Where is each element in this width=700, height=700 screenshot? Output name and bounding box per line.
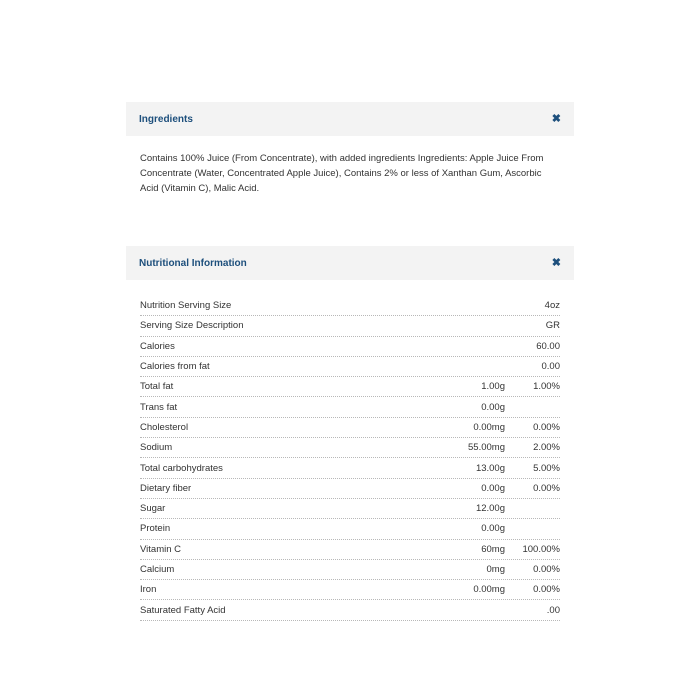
nutrient-percent: 0.00% (533, 584, 560, 596)
nutrient-label: Serving Size Description (140, 320, 244, 332)
nutrient-amount: 0.00g (481, 523, 505, 535)
nutrient-label: Saturated Fatty Acid (140, 604, 226, 616)
nutrient-label: Total carbohydrates (140, 462, 223, 474)
nutrient-percent: GR (545, 320, 560, 332)
nutrient-amount: 1.00g (481, 381, 505, 393)
nutrient-percent: 0.00% (533, 564, 560, 575)
nutrient-percent: 1.00% (533, 381, 560, 393)
table-row (140, 316, 560, 336)
nutrient-amount: 60mg (481, 543, 505, 555)
nutrient-percent: 5.00% (533, 462, 560, 474)
nutrition-table (140, 296, 560, 621)
table-row (140, 580, 560, 600)
nutrient-amount: 0.00mg (473, 584, 505, 596)
ingredients-header[interactable] (126, 102, 574, 136)
nutrient-percent: 0.00% (533, 421, 560, 433)
nutrient-label: Vitamin C (140, 543, 182, 555)
nutrient-percent: 100.00% (522, 543, 560, 555)
table-row (140, 296, 560, 316)
table-row (140, 458, 560, 478)
nutrient-amount: 0.00g (481, 482, 505, 494)
nutrient-label: Cholesterol (140, 421, 189, 433)
nutrient-percent: 4oz (544, 300, 560, 312)
table-row (140, 438, 560, 458)
ingredients-text: Contains 100% Juice (From Concentrate), with added ingredients Ingredients: Apple Juice From Concentrate (Water, Concentrated Apple Juice), Contains 2% or less of Xanthan Gum, Ascorbic Acid (Vitamin C), Malic Acid. (140, 153, 544, 194)
nutrient-label: Calories from fat (140, 361, 210, 373)
nutrient-amount: 0mg (486, 564, 505, 575)
nutrient-percent: 2.00% (533, 442, 560, 454)
nutrient-amount: 13.00g (475, 462, 505, 474)
nutrient-label: Iron (140, 584, 157, 596)
nutrient-percent: 0.00% (533, 482, 560, 494)
nutrient-percent: .00 (546, 604, 560, 616)
table-row (140, 479, 560, 499)
table-row (140, 519, 560, 539)
table-row (140, 540, 560, 560)
nutrient-label: Sugar (140, 503, 166, 515)
nutrient-percent: 0.00 (541, 361, 560, 373)
nutrient-label: Nutrition Serving Size (140, 300, 232, 312)
close-icon[interactable]: ✖ (551, 112, 561, 125)
nutrient-percent: 60.00 (536, 340, 560, 352)
nutrient-label: Trans fat (140, 401, 178, 413)
nutrient-amount: 0.00mg (473, 421, 505, 433)
nutrient-label: Protein (140, 523, 171, 535)
nutrient-label: Calcium (140, 564, 175, 575)
nutrition-title: Nutritional Information (139, 257, 247, 269)
table-row (140, 357, 560, 377)
product-details-panel (126, 102, 574, 621)
table-row (140, 600, 560, 620)
nutrient-amount: 0.00g (481, 401, 505, 413)
table-row (140, 560, 560, 580)
nutrition-header[interactable] (126, 246, 574, 280)
table-row (140, 418, 560, 438)
close-icon[interactable]: ✖ (551, 256, 561, 269)
ingredients-title: Ingredients (139, 113, 193, 125)
nutrient-label: Calories (140, 340, 175, 352)
nutrient-label: Total fat (140, 381, 174, 393)
nutrient-amount: 55.00mg (468, 442, 505, 454)
table-row (140, 499, 560, 519)
nutrient-amount: 12.00g (475, 503, 505, 515)
nutrient-label: Dietary fiber (140, 482, 192, 494)
table-row (140, 337, 560, 357)
table-row (140, 397, 560, 417)
table-row (140, 377, 560, 397)
nutrient-label: Sodium (140, 442, 173, 454)
